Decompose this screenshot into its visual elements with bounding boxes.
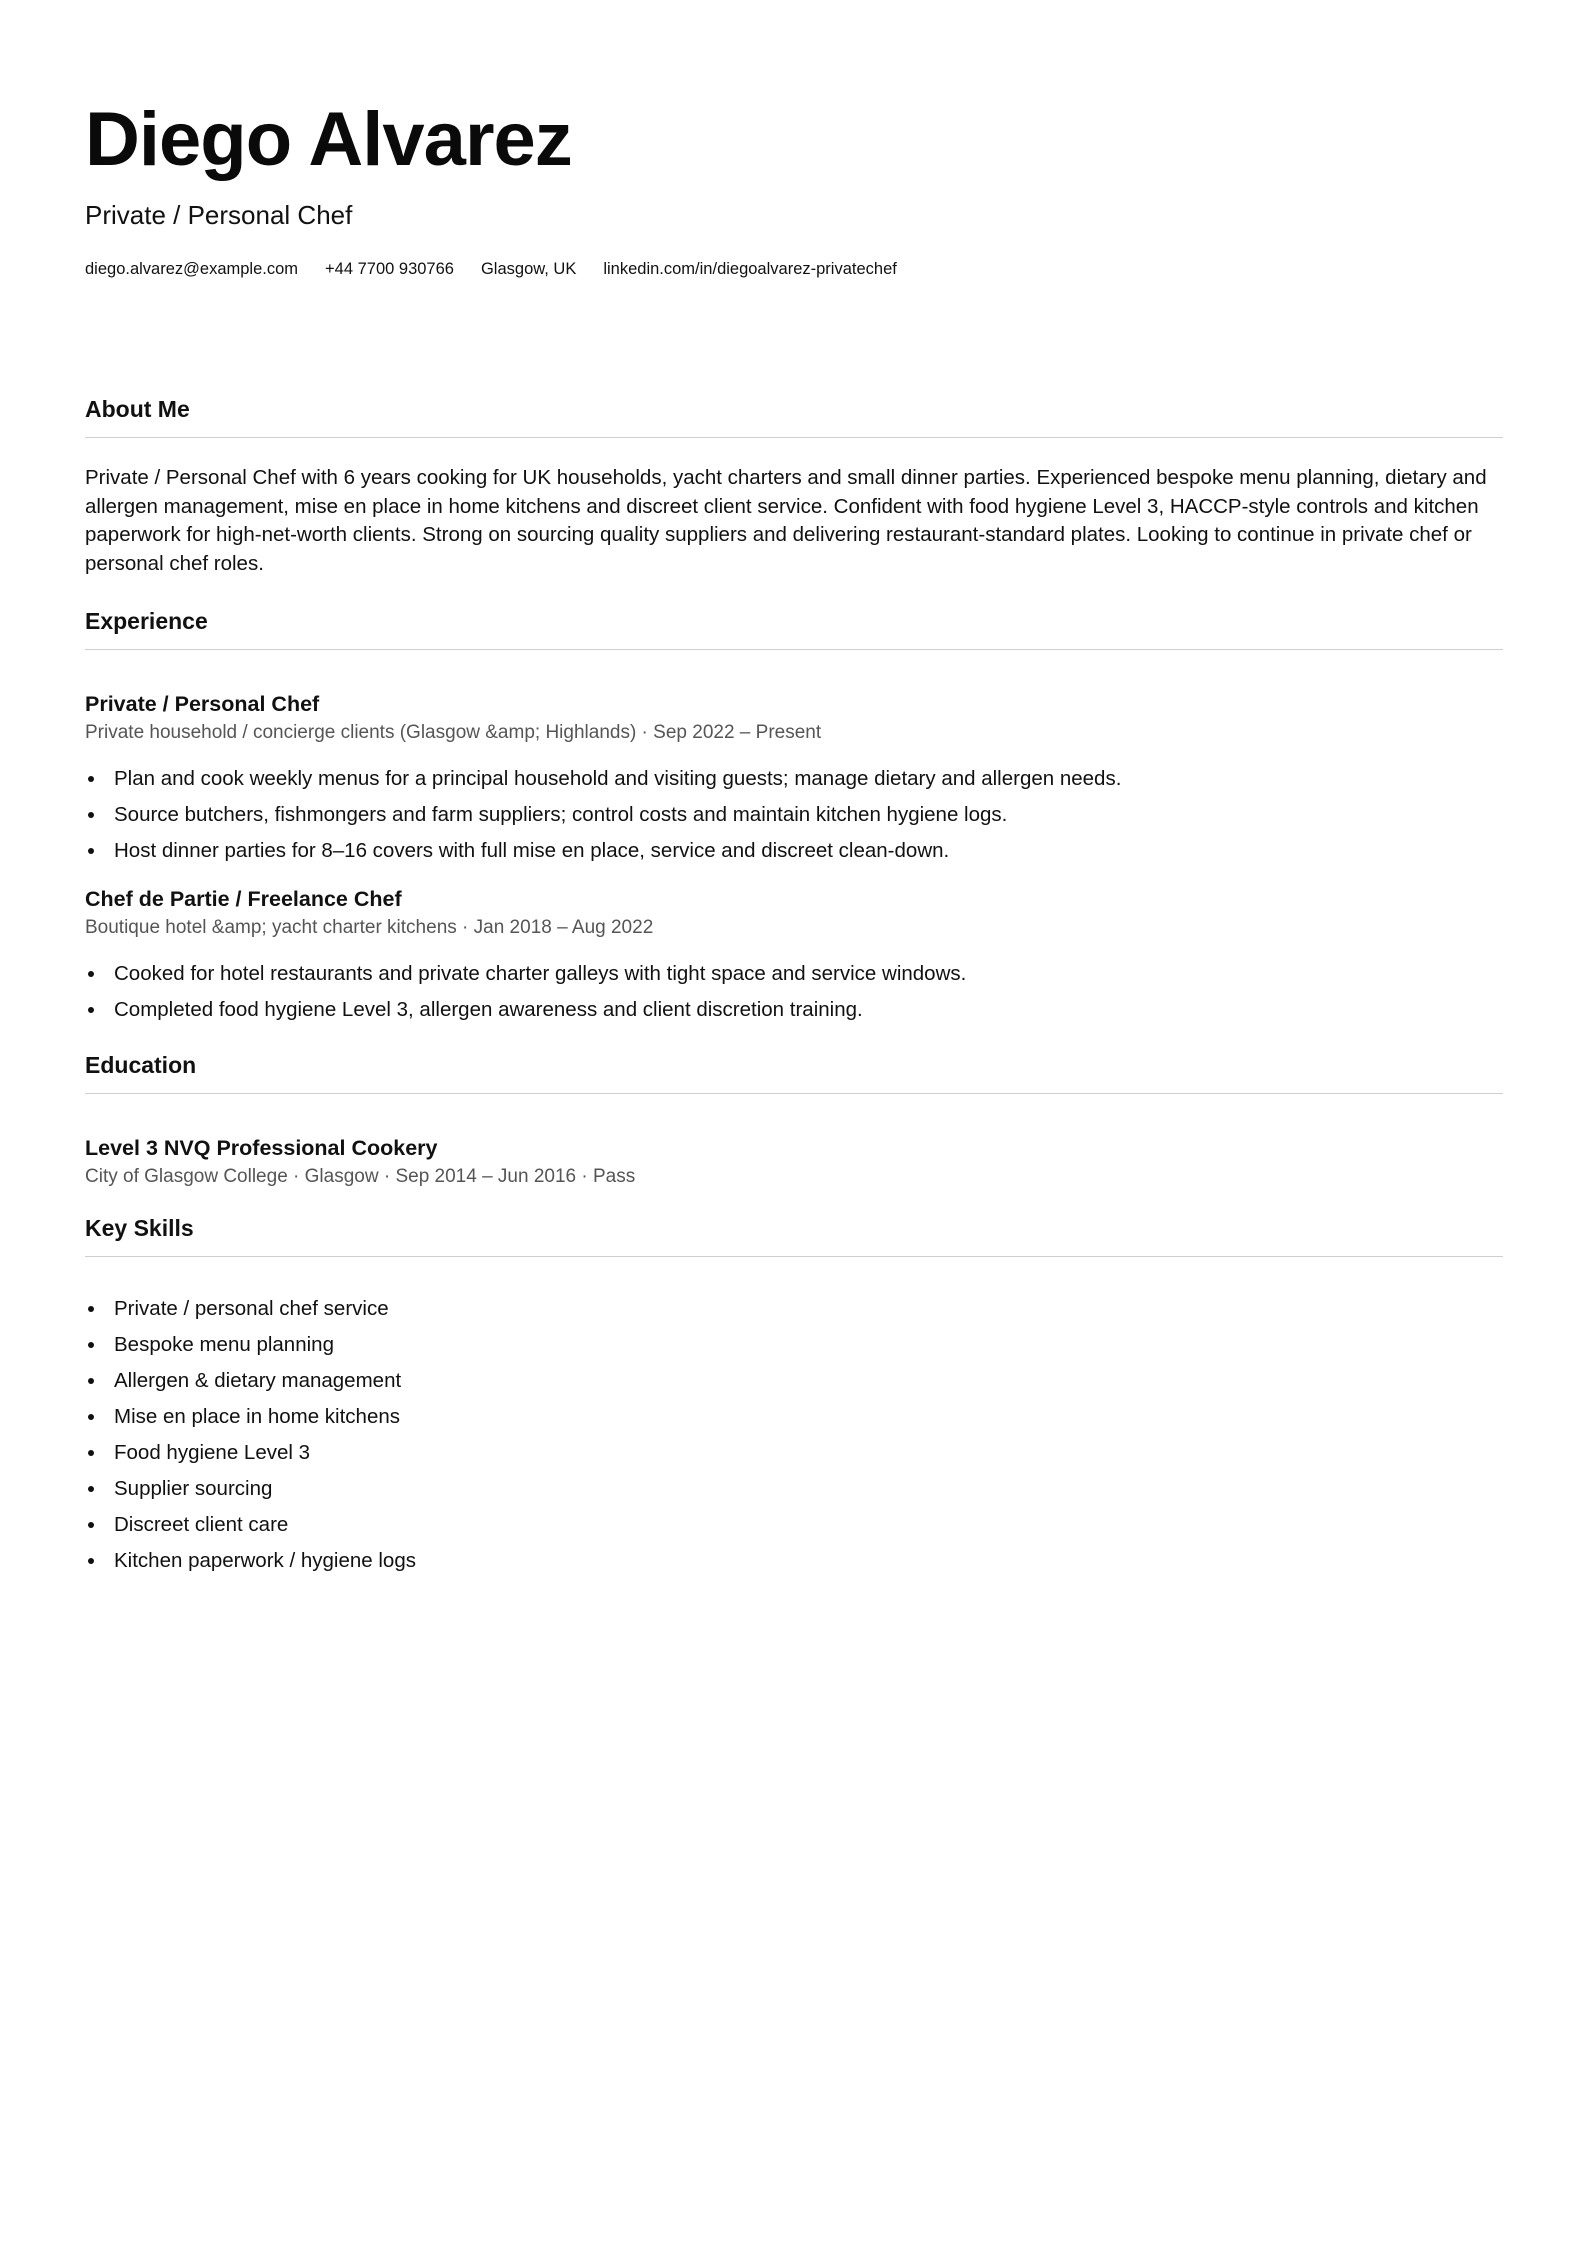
skill-item: Kitchen paperwork / hygiene logs	[85, 1543, 1503, 1579]
section-divider	[85, 1256, 1503, 1257]
candidate-name: Diego Alvarez	[85, 97, 572, 182]
skill-item: Allergen & dietary management	[85, 1363, 1503, 1399]
skill-item: Bespoke menu planning	[85, 1327, 1503, 1363]
job-title: Private / Personal Chef	[85, 692, 320, 716]
job-bullet: Cooked for hotel restaurants and private charter galleys with tight space and service windows.	[85, 956, 1503, 992]
education-meta: City of Glasgow College · Glasgow · Sep 2014 – Jun 2016 · Pass	[85, 1166, 636, 1187]
job-bullet: Source butchers, fishmongers and farm suppliers; control costs and maintain kitchen hygiene logs.	[85, 797, 1503, 833]
skill-item: Supplier sourcing	[85, 1471, 1503, 1507]
contact-line	[85, 258, 1503, 280]
job-bullets	[85, 761, 1503, 869]
section-divider	[85, 649, 1503, 650]
section-title-skills: Key Skills	[85, 1215, 194, 1241]
education-entry	[85, 1134, 1503, 1189]
skills-list	[85, 1291, 1503, 1579]
job-meta: Private household / concierge clients (Glasgow &amp; Highlands) · Sep 2022 – Present	[85, 722, 822, 743]
education-section	[85, 1050, 1503, 1189]
skills-section	[85, 1213, 1503, 1579]
section-title-experience: Experience	[85, 608, 208, 634]
experience-entry	[85, 885, 1503, 1028]
contact-email[interactable]: diego.alvarez@example.com	[85, 260, 299, 278]
section-divider	[85, 437, 1503, 438]
about-text: Private / Personal Chef with 6 years cooking for UK households, yacht charters and small dinner parties. Experienced bespoke menu planning, dietary and allergen management, mise en place in home kitchens and discreet client service. Confident with food hygiene Level 3, HACCP-style controls and kitchen paperwork for high-net-worth clients. Strong on sourcing quality suppliers and delivering restaurant-standard plates. Looking to continue in private chef or personal chef roles.	[85, 466, 1487, 575]
job-bullets	[85, 956, 1503, 1028]
education-title: Level 3 NVQ Professional Cookery	[85, 1136, 438, 1160]
about-section	[85, 394, 1503, 578]
skill-item: Food hygiene Level 3	[85, 1435, 1503, 1471]
contact-location: Glasgow, UK	[480, 260, 577, 278]
job-bullet: Completed food hygiene Level 3, allergen awareness and client discretion training.	[85, 992, 1503, 1028]
contact-linkedin[interactable]: linkedin.com/in/diegoalvarez-privatechef	[603, 260, 897, 278]
section-divider	[85, 1093, 1503, 1094]
job-meta: Boutique hotel &amp; yacht charter kitchens · Jan 2018 – Aug 2022	[85, 917, 654, 938]
skill-item: Discreet client care	[85, 1507, 1503, 1543]
experience-section	[85, 606, 1503, 1028]
experience-entry	[85, 690, 1503, 869]
skill-item: Mise en place in home kitchens	[85, 1399, 1503, 1435]
job-title: Chef de Partie / Freelance Chef	[85, 887, 402, 911]
job-bullet: Plan and cook weekly menus for a principal household and visiting guests; manage dietary and allergen needs.	[85, 761, 1503, 797]
skill-item: Private / personal chef service	[85, 1291, 1503, 1327]
job-bullet: Host dinner parties for 8–16 covers with full mise en place, service and discreet clean-down.	[85, 833, 1503, 869]
candidate-role: Private / Personal Chef	[85, 200, 353, 230]
section-title-education: Education	[85, 1052, 197, 1078]
section-title-about: About Me	[85, 396, 190, 422]
resume-header	[85, 96, 1503, 280]
contact-phone[interactable]: +44 7700 930766	[325, 260, 454, 278]
